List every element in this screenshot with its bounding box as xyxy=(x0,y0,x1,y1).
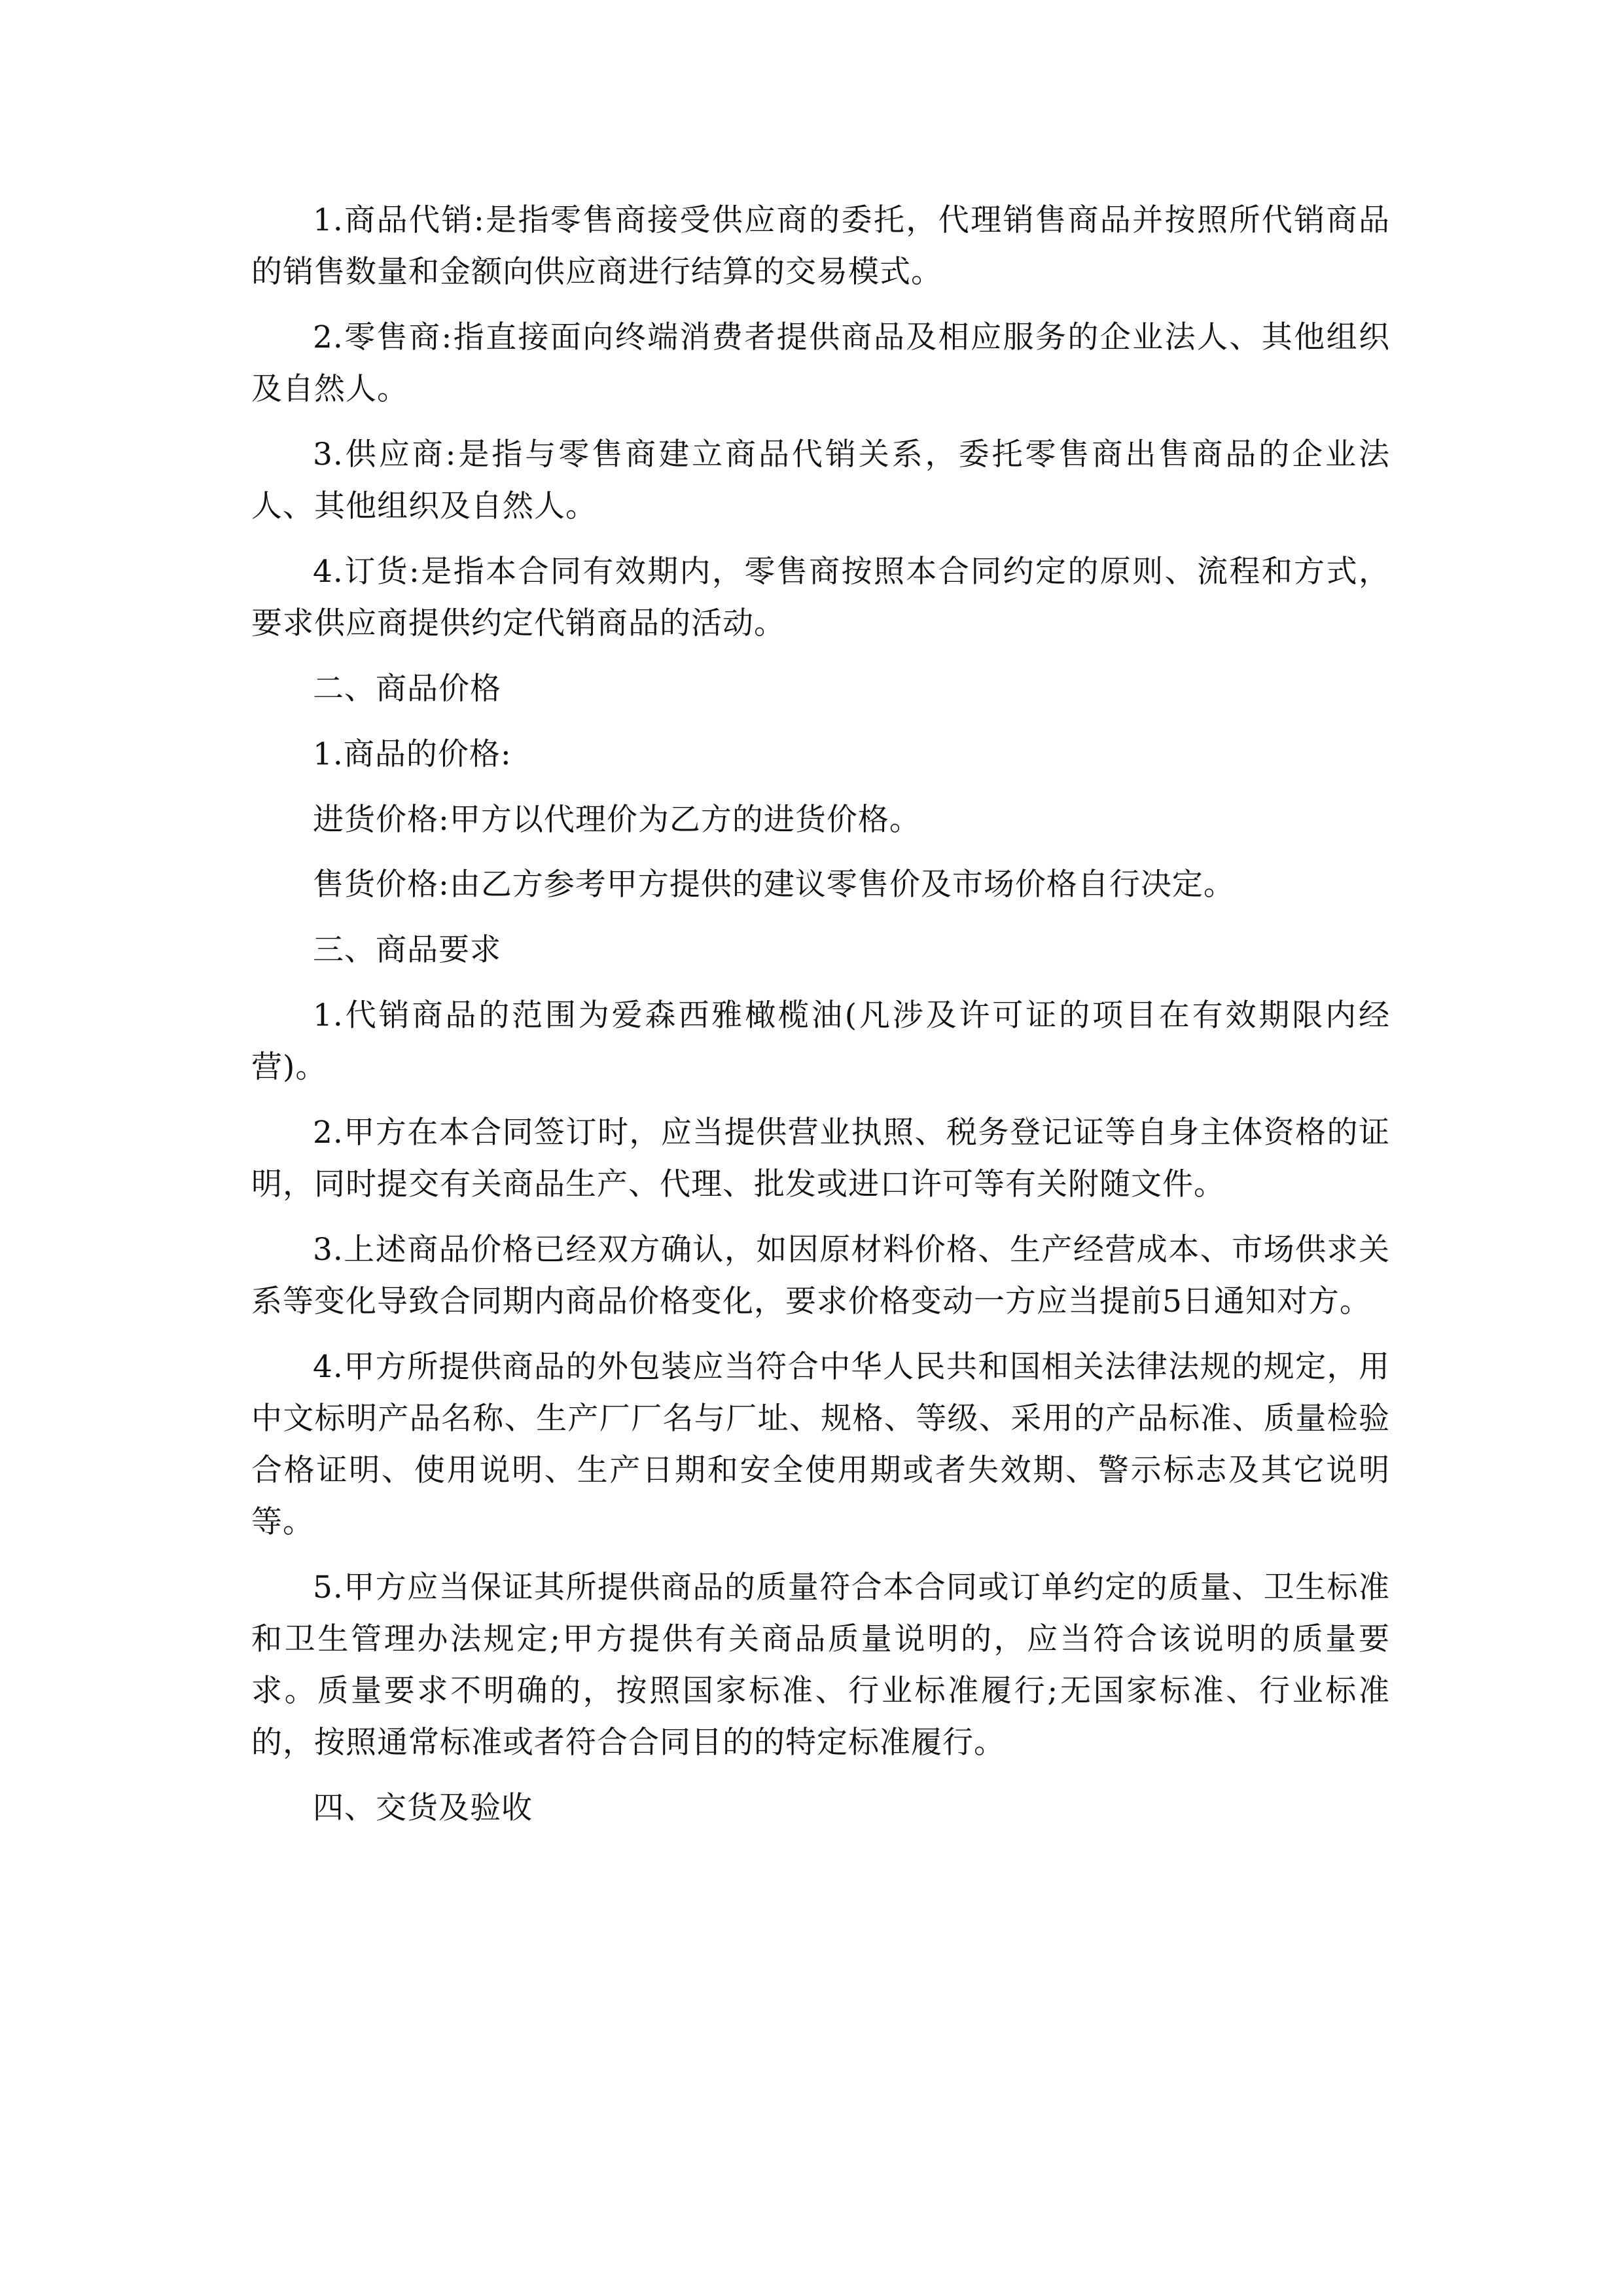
document-body xyxy=(251,195,1390,1848)
definition-consignment: 1.商品代销:是指零售商接受供应商的委托，代理销售商品并按照所代销商品的销售数量和金额向供应商进行结算的交易模式。 xyxy=(251,202,1390,290)
section-heading-delivery: 四、交货及验收 xyxy=(313,1789,533,1826)
definition-ordering: 4.订货:是指本合同有效期内，零售商按照本合同约定的原则、流程和方式，要求供应商提供约定代销商品的活动。 xyxy=(251,553,1390,641)
requirement-scope: 1.代销商品的范围为爱森西雅橄榄油(凡涉及许可证的项目在有效期限内经营)。 xyxy=(251,997,1390,1086)
section-heading-price: 二、商品价格 xyxy=(313,670,501,707)
definition-supplier: 3.供应商:是指与零售商建立商品代销关系，委托零售商出售商品的企业法人、其他组织及自然人。 xyxy=(251,436,1390,524)
purchase-price: 进货价格:甲方以代理价为乙方的进货价格。 xyxy=(313,801,921,838)
requirement-price-change: 3.上述商品价格已经双方确认，如因原材料价格、生产经营成本、市场供求关系等变化导致合同期内商品价格变化，要求价格变动一方应当提前5日通知对方。 xyxy=(251,1232,1390,1320)
sale-price: 售货价格:由乙方参考甲方提供的建议零售价及市场价格自行决定。 xyxy=(313,867,1235,903)
section-heading-requirements: 三、商品要求 xyxy=(313,932,501,969)
definition-retailer: 2.零售商:指直接面向终端消费者提供商品及相应服务的企业法人、其他组织及自然人。 xyxy=(251,319,1390,407)
requirement-packaging: 4.甲方所提供商品的外包装应当符合中华人民共和国相关法律法规的规定，用中文标明产品名称、生产厂厂名与厂址、规格、等级、采用的产品标准、质量检验合格证明、使用说明、生产日期和安全使用期或者失效期、警示标志及其它说明等。 xyxy=(251,1349,1390,1540)
requirement-quality: 5.甲方应当保证其所提供商品的质量符合本合同或订单约定的质量、卫生标准和卫生管理办法规定;甲方提供有关商品质量说明的，应当符合该说明的质量要求。质量要求不明确的，按照国家标准、行业标准履行;无国家标准、行业标准的，按照通常标准或者符合合同目的的特定标准履行。 xyxy=(251,1569,1390,1761)
requirement-documents: 2.甲方在本合同签订时，应当提供营业执照、税务登记证等自身主体资格的证明，同时提交有关商品生产、代理、批发或进口许可等有关附随文件。 xyxy=(251,1115,1390,1203)
price-subheading: 1.商品的价格: xyxy=(313,736,512,772)
